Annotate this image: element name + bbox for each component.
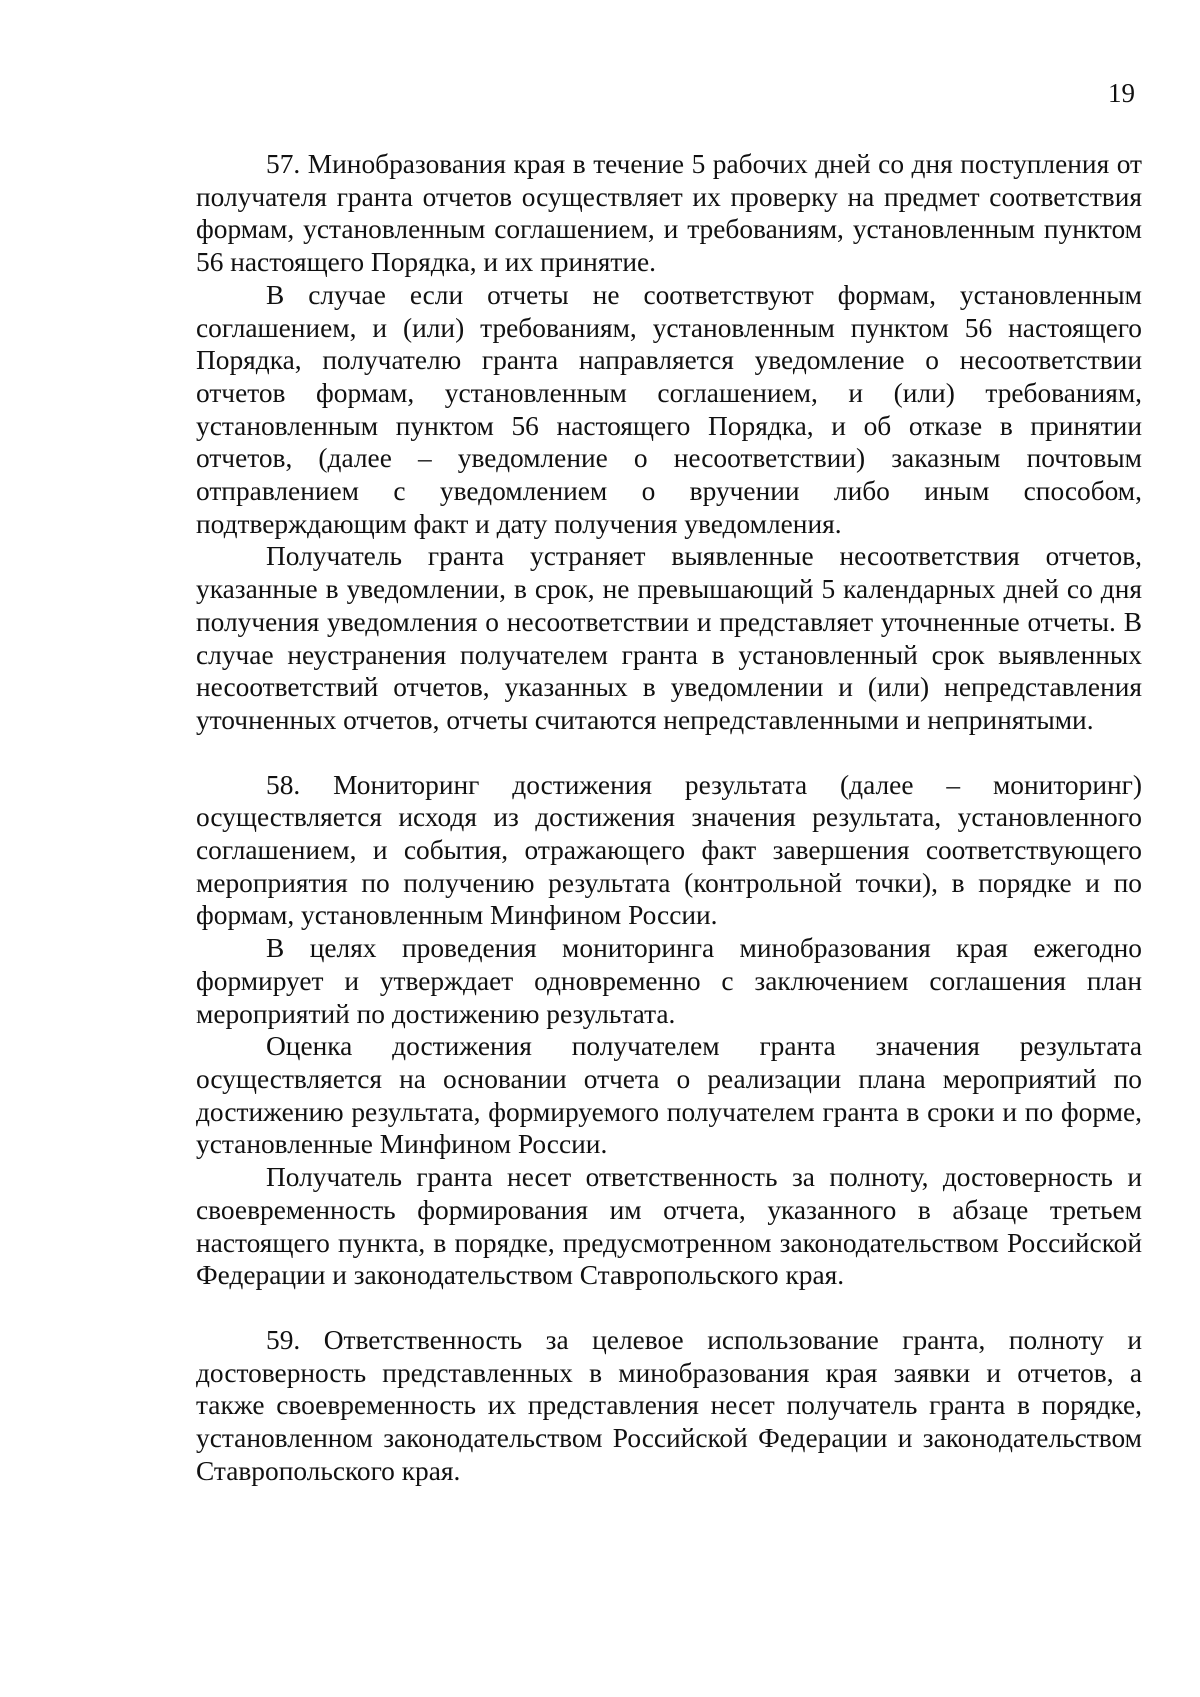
paragraph-58-3: Оценка достижения получателем гранта значения результата осуществляется на основании отчета о реализации плана мероприятий по достижению результата, формируемого получателем гранта в сроки и по форме, установленные Минфином России. <box>196 1031 1142 1160</box>
paragraph-59-1: 59. Ответственность за целевое использование гранта, полноту и достоверность представленных в минобразования края заявки и отчетов, а также своевременность их представления несет получатель гранта в порядке, установленном законодательством Российской Федерации и законодательством Ставропольского края. <box>196 1324 1142 1486</box>
paragraph-58-2: В целях проведения мониторинга минобразования края ежегодно формирует и утверждает одновременно с заключением соглашения план мероприятий по достижению результата. <box>196 933 1142 1029</box>
section-gap <box>196 1292 1142 1324</box>
document-body <box>196 148 1142 1487</box>
paragraph-57-3: Получатель гранта устраняет выявленные несоответствия отчетов, указанные в уведомлении, в срок, не превышающий 5 календарных дней со дня получения уведомления о несоответствии и представляет уточненные отчеты. В случае неустранения получателем гранта в установленный срок выявленных несоответствий отчетов, указанных в уведомлении и (или) непредставления уточненных отчетов, отчеты считаются непредставленными и непринятыми. <box>196 541 1142 735</box>
page-number: 19 <box>1108 78 1135 108</box>
paragraph-57-2: В случае если отчеты не соответствуют формам, установленным соглашением, и (или) требованиям, установленным пунктом 56 настоящего Порядка, получателю гранта направляется уведомление о несоответствии отчетов формам, установленным соглашением, и (или) требованиям, установленным пунктом 56 настоящего Порядка, и об отказе в принятии отчетов, (далее – уведомление о несоответствии) заказным почтовым отправлением с уведомлением о вручении либо иным способом, подтверждающим факт и дату получения уведомления. <box>196 279 1142 539</box>
paragraph-58-1: 58. Мониторинг достижения результата (далее – мониторинг) осуществляется исходя из достижения значения результата, установленного соглашением, и события, отражающего факт завершения соответствующего мероприятия по получению результата (контрольной точки), в порядке и по формам, установленным Минфином России. <box>196 769 1142 931</box>
paragraph-58-4: Получатель гранта несет ответственность за полноту, достоверность и своевременность формирования им отчета, указанного в абзаце третьем настоящего пункта, в порядке, предусмотренном законодательством Российской Федерации и законодательством Ставропольского края. <box>196 1162 1142 1291</box>
paragraph-57-1: 57. Минобразования края в течение 5 рабочих дней со дня поступления от получателя гранта отчетов осуществляет их проверку на предмет соответствия формам, установленным соглашением, и требованиям, установленным пунктом 56 настоящего Порядка, и их принятие. <box>196 149 1142 278</box>
section-gap <box>196 737 1142 769</box>
